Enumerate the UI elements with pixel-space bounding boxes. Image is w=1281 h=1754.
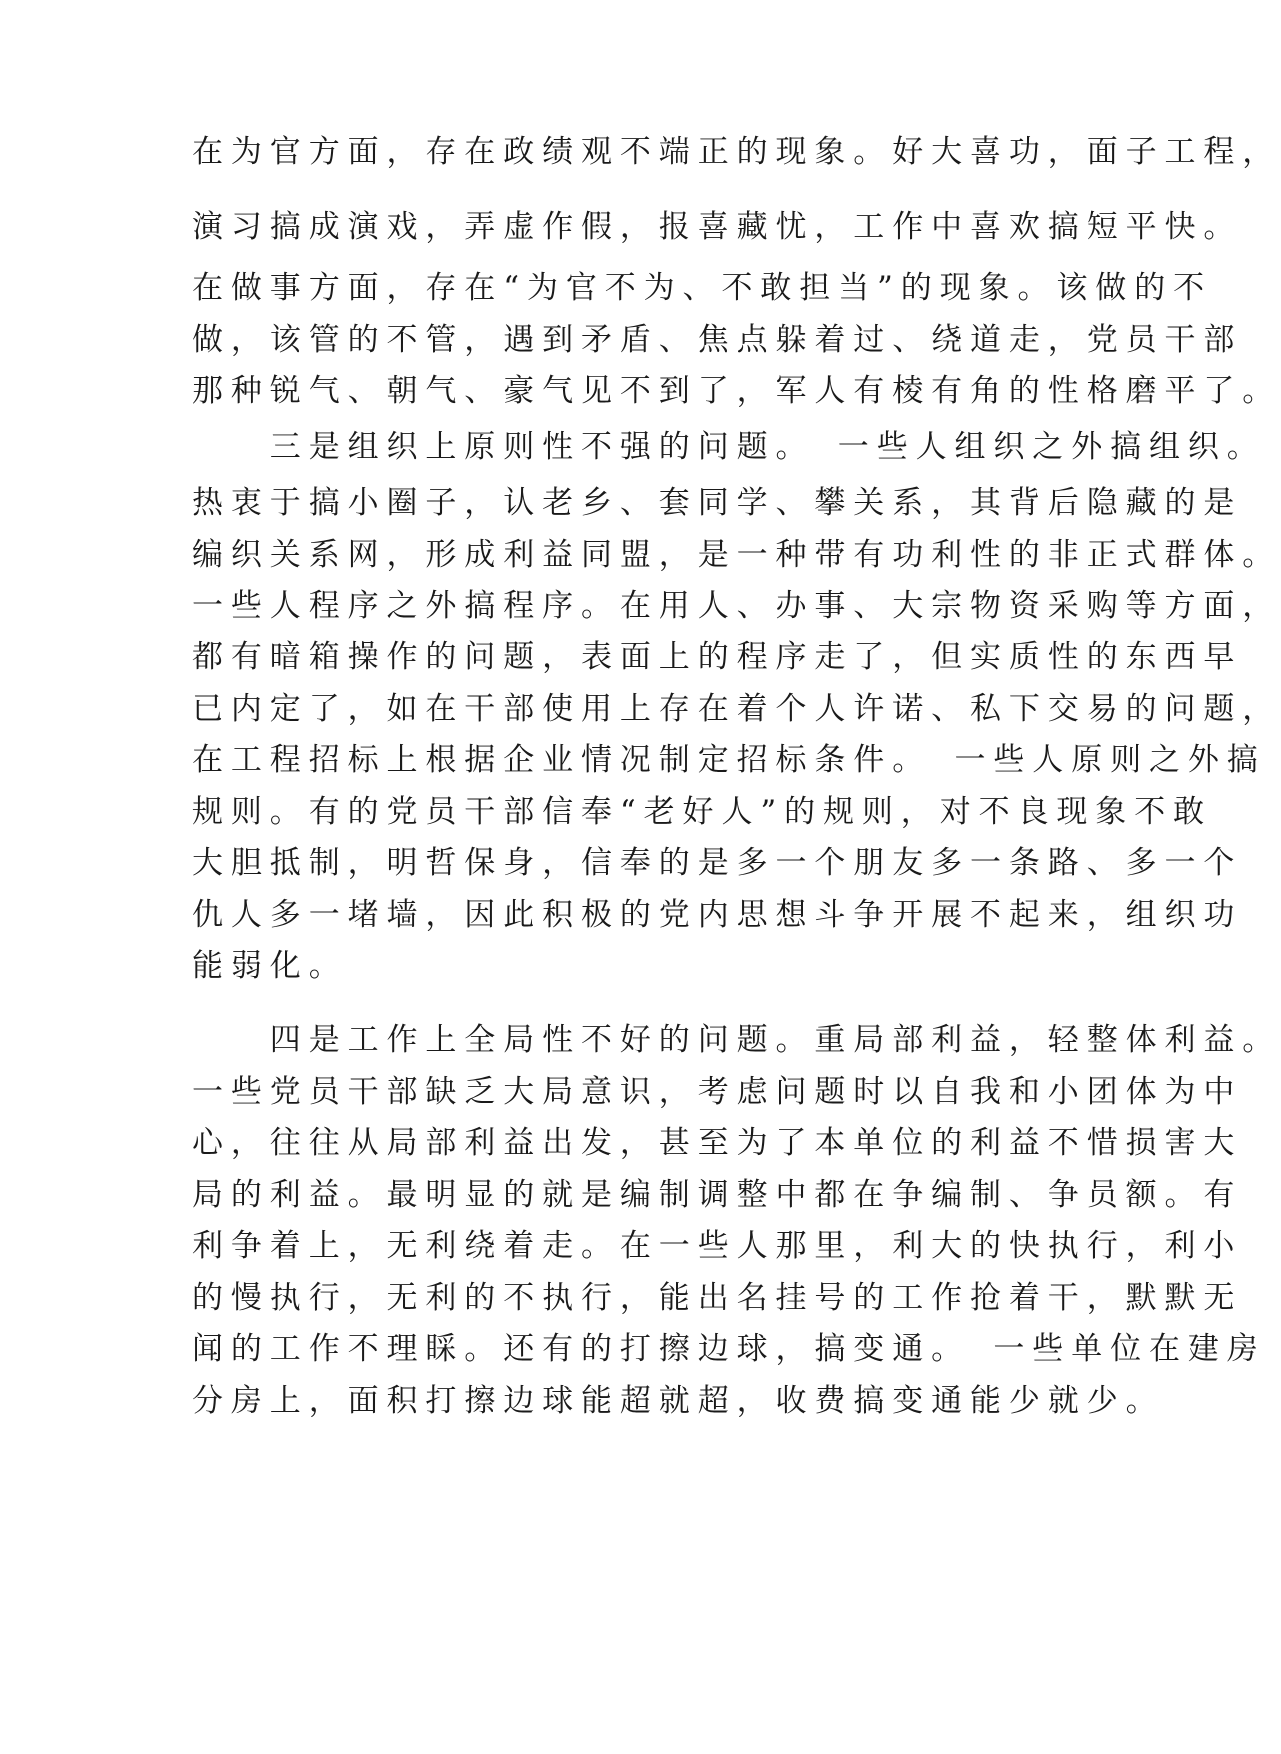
text-line: 演习搞成演戏，弄虚作假，报喜藏忧，工作中喜欢搞短平快。 <box>192 209 1243 245</box>
text-line: 局的利益。最明显的就是编制调整中都在争编制、争员额。有 <box>192 1177 1243 1213</box>
text-line: 已内定了，如在干部使用上存在着个人许诺、私下交易的问题， <box>192 691 1281 727</box>
text-line: 四是工作上全局性不好的问题。重局部利益，轻整体利益。 <box>192 1022 1281 1058</box>
text-line: 分房上，面积打擦边球能超就超，收费搞变通能少就少。 <box>192 1383 1165 1419</box>
text-line: 一些人程序之外搞程序。在用人、办事、大宗物资采购等方面， <box>192 588 1281 624</box>
text-line: 在工程招标上根据企业情况制定招标条件。 一些人原则之外搞 <box>192 742 1266 778</box>
text-line: 心，往往从局部利益出发，甚至为了本单位的利益不惜损害大 <box>192 1125 1243 1161</box>
text-line: 编织关系网，形成利益同盟，是一种带有功利性的非正式群体。 <box>192 537 1281 573</box>
text-line: 那种锐气、朝气、豪气见不到了，军人有棱有角的性格磨平了。 <box>192 373 1281 409</box>
text-line: 大胆抵制，明哲保身，信奉的是多一个朋友多一条路、多一个 <box>192 845 1243 881</box>
text-line: 闻的工作不理睬。还有的打擦边球，搞变通。 一些单位在建房 <box>192 1331 1266 1367</box>
text-line: 利争着上，无利绕着走。在一些人那里，利大的快执行，利小 <box>192 1228 1243 1264</box>
text-line: 一些党员干部缺乏大局意识，考虑问题时以自我和小团体为中 <box>192 1074 1243 1110</box>
text-line: 的慢执行，无利的不执行，能出名挂号的工作抢着干，默默无 <box>192 1280 1243 1316</box>
text-line: 能弱化。 <box>192 948 348 984</box>
text-line: 都有暗箱操作的问题，表面上的程序走了，但实质性的东西早 <box>192 639 1243 675</box>
text-line: 仇人多一堵墙，因此积极的党内思想斗争开展不起来，组织功 <box>192 897 1243 933</box>
text-line: 热衷于搞小圈子，认老乡、套同学、攀关系，其背后隐藏的是 <box>192 485 1243 521</box>
text-line: 三是组织上原则性不强的问题。 一些人组织之外搞组织。 <box>192 429 1266 465</box>
text-line: 在为官方面，存在政绩观不端正的现象。好大喜功，面子工程， <box>192 134 1281 170</box>
text-line: 在做事方面，存在“为官不为、不敢担当”的现象。该做的不 <box>192 270 1212 306</box>
text-line: 规则。有的党员干部信奉“老好人”的规则，对不良现象不敢 <box>192 794 1212 830</box>
text-line: 做，该管的不管，遇到矛盾、焦点躲着过、绕道走，党员干部 <box>192 322 1243 358</box>
